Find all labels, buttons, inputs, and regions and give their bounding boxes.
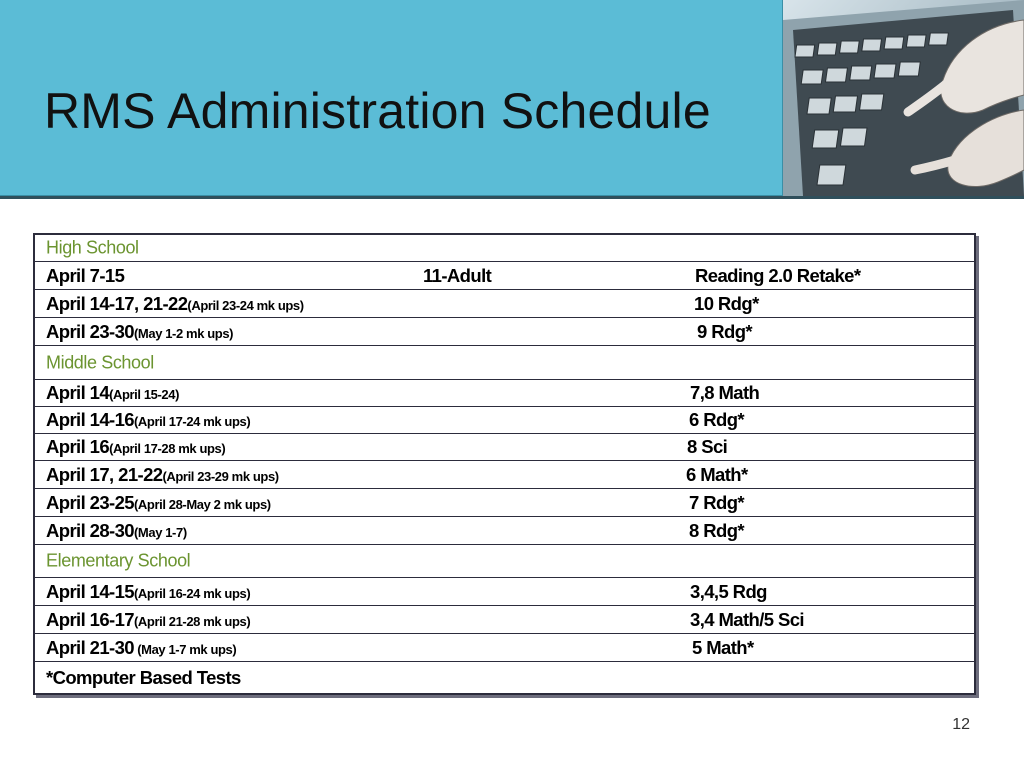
row-test: 6 Math* — [686, 463, 748, 485]
table-row — [35, 290, 974, 318]
table-row — [35, 517, 974, 545]
row-test: 8 Sci — [687, 436, 728, 457]
row-makeup: (May 1-7) — [134, 524, 187, 540]
table-row — [35, 634, 974, 662]
table-row — [35, 262, 974, 290]
row-test: 3,4,5 Rdg — [690, 580, 767, 602]
row-makeup: (April 17-24 mk ups) — [134, 414, 251, 429]
row-makeup: (April 21-28 mk ups) — [134, 613, 251, 629]
row-makeup: (April 23-24 mk ups) — [187, 297, 304, 313]
section-heading-high-school: High School — [46, 237, 139, 258]
section-heading-row — [35, 346, 974, 380]
table-row — [35, 318, 974, 346]
row-dates: April 16(April 17-28 mk ups) — [46, 436, 226, 457]
table-row — [35, 606, 974, 634]
row-test: 6 Rdg* — [689, 409, 744, 430]
row-dates: April 7-15 — [46, 264, 125, 286]
row-test: 8 Rdg* — [689, 519, 744, 541]
row-test: 7 Rdg* — [689, 491, 744, 513]
footnote-text: *Computer Based Tests — [46, 666, 241, 688]
section-heading-elementary-school: Elementary School — [46, 550, 191, 571]
row-dates: April 28-30(May 1-7) — [46, 519, 187, 541]
row-test: 9 Rdg* — [697, 320, 752, 342]
row-dates: April 21-30 (May 1-7 mk ups) — [46, 636, 237, 658]
row-makeup: (May 1-7 mk ups) — [134, 641, 237, 657]
row-test: 10 Rdg* — [694, 292, 759, 314]
row-dates: April 17, 21-22(April 23-29 mk ups) — [46, 463, 279, 485]
row-dates: April 14-15(April 16-24 mk ups) — [46, 580, 251, 602]
row-dates: April 14-17, 21-22(April 23-24 mk ups) — [46, 292, 304, 314]
row-test: 5 Math* — [692, 636, 754, 658]
row-makeup: (April 15-24) — [109, 387, 179, 402]
row-dates: April 14-16(April 17-24 mk ups) — [46, 409, 251, 430]
row-makeup: (April 16-24 mk ups) — [134, 585, 251, 601]
schedule-table — [33, 233, 976, 695]
slide-title: RMS Administration Schedule — [44, 83, 711, 139]
row-grade: 11-Adult — [423, 264, 492, 286]
row-test: 3,4 Math/5 Sci — [690, 608, 804, 630]
row-makeup: (May 1-2 mk ups) — [134, 325, 234, 341]
keyboard-hands-photo — [783, 0, 1024, 196]
table-row — [35, 578, 974, 606]
row-dates: April 16-17(April 21-28 mk ups) — [46, 608, 251, 630]
footnote-row — [35, 662, 974, 693]
row-test: 7,8 Math — [690, 382, 760, 403]
row-makeup: (April 23-29 mk ups) — [162, 468, 279, 484]
header-divider — [0, 196, 1024, 199]
table-row — [35, 489, 974, 517]
row-makeup: (April 17-28 mk ups) — [109, 441, 226, 456]
page-number: 12 — [952, 716, 970, 733]
table-row — [35, 407, 974, 434]
table-row — [35, 434, 974, 461]
section-heading-middle-school: Middle School — [46, 352, 154, 372]
row-dates: April 23-30(May 1-2 mk ups) — [46, 320, 234, 342]
row-dates: April 23-25(April 28-May 2 mk ups) — [46, 491, 271, 513]
table-row — [35, 380, 974, 407]
title-banner — [0, 0, 783, 196]
table-row — [35, 461, 974, 489]
section-heading-row — [35, 235, 974, 262]
row-dates: April 14(April 15-24) — [46, 382, 179, 403]
row-test: Reading 2.0 Retake* — [695, 264, 861, 286]
row-makeup: (April 28-May 2 mk ups) — [134, 496, 271, 512]
section-heading-row — [35, 545, 974, 578]
